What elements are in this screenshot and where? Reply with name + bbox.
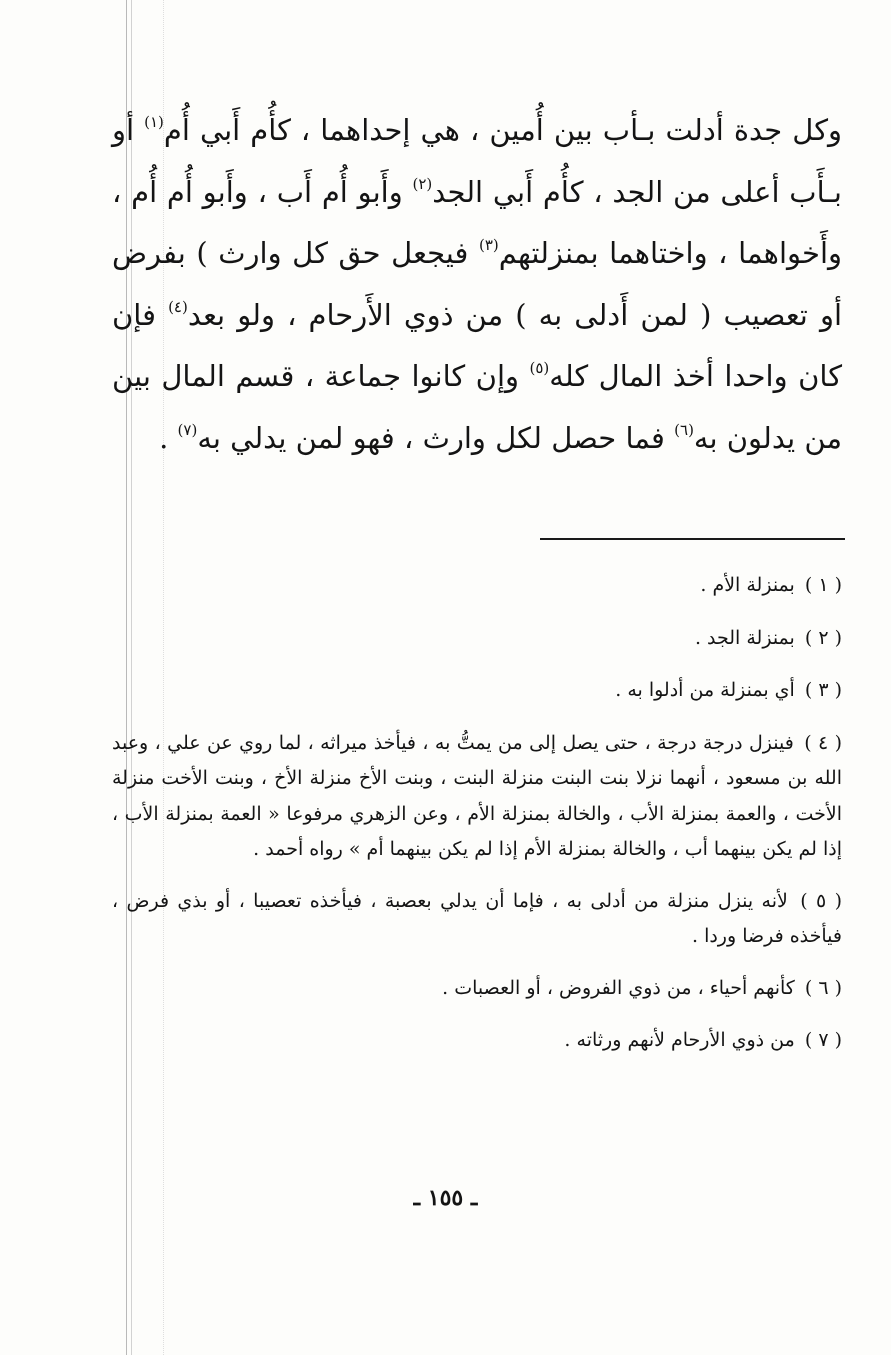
main-text-run: فما حصل لكل وارث ، فهو لمن يدلي به [197,420,675,455]
main-paragraph [112,100,842,469]
main-text-run: وأَبو أُم أَب ، وأَبو أُم أُم ، وأَخواهما ، واختاهما بمنزلتهم [112,174,842,270]
main-text-run: وكل جدة أدلت بـأب بين أُمين ، هي إحداهما ، كأُم أَبي أُم [163,113,843,147]
footnote-item [112,673,842,709]
main-text-run: أو بـأَب أعلى من الجد ، كأُم أَبي الجد [112,113,843,209]
main-text-run: فإن كان واحدا أخذ المال كله [112,297,843,393]
footnote-text: أي بمنزلة من أدلوا به . [615,679,795,701]
footnotes-list [112,568,842,1076]
footnote-number: ( ٧ ) [804,1029,842,1051]
page-number: ـ ١٥٥ ـ [413,1185,478,1211]
footnote-separator [540,538,845,540]
footnote-number: ( ٤ ) [804,731,843,754]
footnote-ref: (٣) [478,236,499,254]
main-text-run: وإن كانوا جماعة ، قسم المال بين من يدلون به [112,359,842,455]
footnote-ref: (٢) [412,174,433,193]
footnote-ref: (٧) [177,420,198,439]
footnote-item [112,884,842,955]
footnote-item [112,726,842,868]
footnote-text: لأنه ينزل منزلة من أدلى به ، فإما أن يدلي بعصبة ، فيأخذه تعصيبا ، أو بذي فرض ، فيأخذه فرضا وردا . [112,889,842,947]
main-text-run: . [159,420,178,455]
footnote-ref: (١) [144,113,164,131]
main-text-run: فيجعل حق كل وارث ) بفرض أو تعصيب ( لمن أَدلى به ) من ذوي الأَرحام ، ولو بعد [112,236,842,332]
footnote-ref: (٤) [168,297,188,316]
footnote-number: ( ٢ ) [804,626,842,649]
footnote-ref: (٦) [674,420,694,439]
footnote-number: ( ٥ ) [800,889,843,912]
footnote-ref: (٥) [529,359,550,377]
footnote-text: من ذوي الأرحام لأنهم ورثاته . [564,1029,795,1051]
footnote-text: بمنزلة الجد . [694,626,795,649]
footnote-item [112,621,842,657]
footnote-text: كأنهم أحياء ، من ذوي الفروض ، أو العصبات . [442,976,795,999]
footnote-item [112,1023,842,1059]
footnote-text: بمنزلة الأم . [700,574,795,596]
footnote-item [112,568,842,604]
footnote-number: ( ٦ ) [804,976,842,999]
footnote-text: فينزل درجة درجة ، حتى يصل إلى من يمتُّ به ، فيأخذ ميراثه ، لما روي عن علي ، وعبد الله بن مسعود ، أنهما نزلا بنت البنت منزلة البنت ، وبنت الأخ منزلة الأخ ، وبنت الأخت منزلة الأخت ، والعمة بمنزلة الأب ، والخالة بمنزلة الأم ، وعن الزهري مرفوعا « العمة بمنزلة الأب ، إذا لم يكن بينهما أب ، والخالة بمنزلة الأم إذا لم يكن بينهما أم » رواه أحمد . [112,731,842,860]
footnote-number: ( ٣ ) [804,679,842,701]
footnote-item [112,971,842,1007]
footnote-number: ( ١ ) [804,574,842,596]
